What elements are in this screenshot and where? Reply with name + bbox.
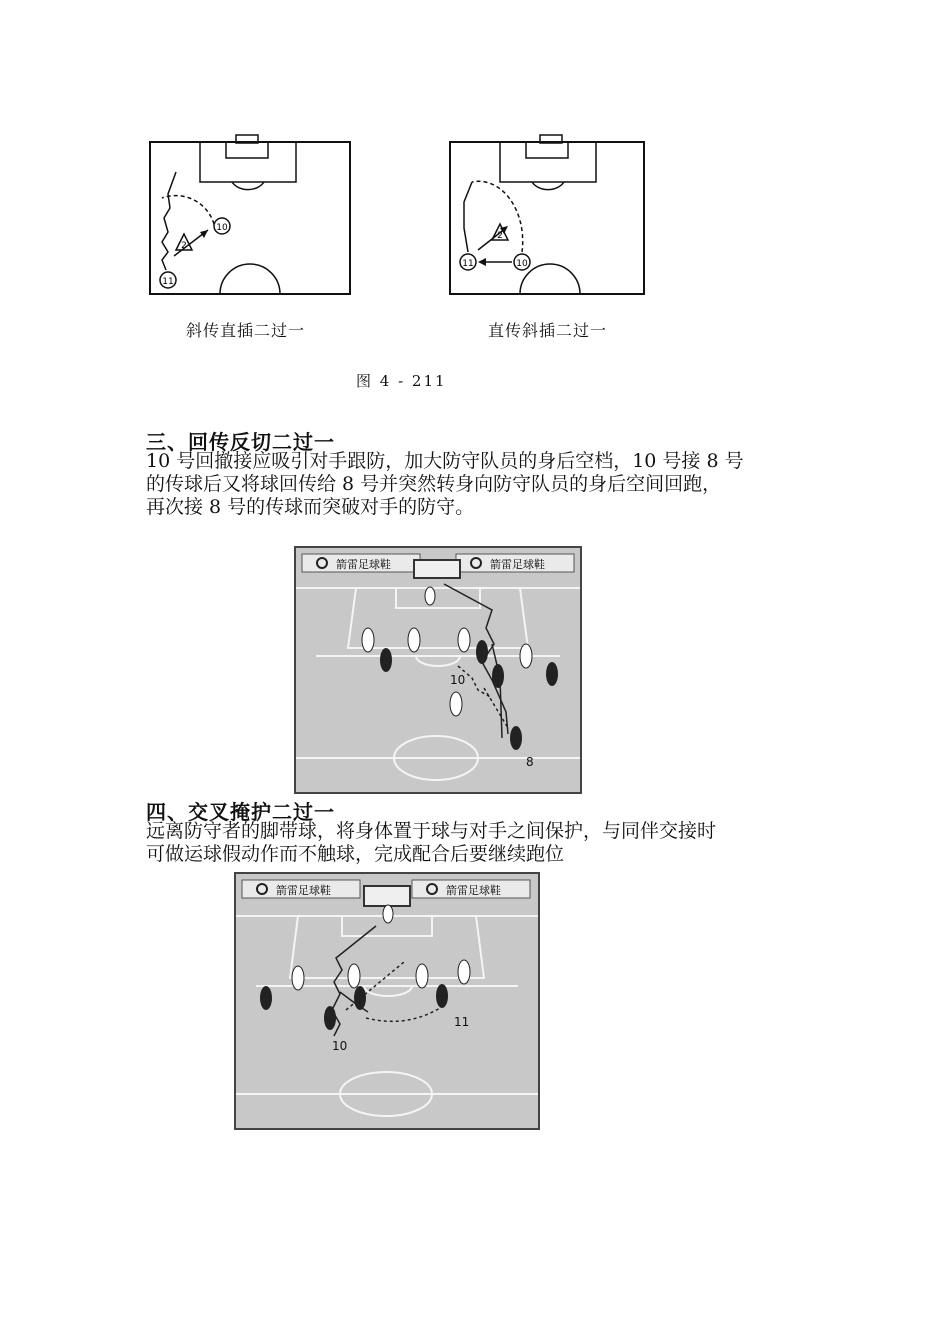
section-heading: 三、回传反切二过一 bbox=[146, 430, 335, 454]
defender-label: 2 bbox=[181, 241, 187, 251]
section-heading: 四、交叉掩护二过一 bbox=[146, 800, 335, 824]
section-paragraph bbox=[146, 450, 744, 519]
figure-caption-right: 直传斜插二过一 bbox=[488, 321, 608, 340]
play-illustration-give-and-go bbox=[294, 546, 582, 794]
paragraph-line: 再次接 8 号的传球而突破对手的防守。 bbox=[146, 496, 475, 518]
figure-number: 图 4 - 211 bbox=[356, 372, 447, 390]
player-number-label: 10 bbox=[450, 673, 466, 687]
paragraph-line: 可做运球假动作而不触球，完成配合后要继续跑位 bbox=[146, 843, 565, 865]
tactic-diagram-left bbox=[148, 132, 354, 298]
banner-text: 箭雷足球鞋 bbox=[336, 558, 391, 571]
banner-text: 箭雷足球鞋 bbox=[446, 884, 501, 897]
defender-label: 2 bbox=[497, 231, 503, 241]
player-label: 10 bbox=[216, 223, 228, 233]
player-number-label: 10 bbox=[332, 1039, 348, 1053]
section-paragraph bbox=[146, 820, 716, 866]
player-label: 10 bbox=[516, 259, 528, 269]
player-number-label: 8 bbox=[526, 755, 534, 769]
banner-text: 箭雷足球鞋 bbox=[276, 884, 331, 897]
play-illustration-crossover-screen bbox=[234, 872, 540, 1130]
tactic-diagram-right bbox=[448, 132, 648, 298]
player-label: 11 bbox=[462, 259, 474, 269]
paragraph-line: 远离防守者的脚带球，将身体置于球与对手之间保护，与同伴交接时 bbox=[146, 820, 717, 842]
player-label: 11 bbox=[162, 277, 174, 287]
player-number-label: 11 bbox=[454, 1015, 470, 1029]
banner-text: 箭雷足球鞋 bbox=[490, 558, 545, 571]
figure-caption-left: 斜传直插二过一 bbox=[186, 321, 306, 340]
paragraph-line: 的传球后又将球回传给 8 号并突然转身向防守队员的身后空间回跑， bbox=[146, 473, 722, 495]
paragraph-line: 10 号回撤接应吸引对手跟防，加大防守队员的身后空档，10 号接 8 号 bbox=[146, 450, 744, 472]
